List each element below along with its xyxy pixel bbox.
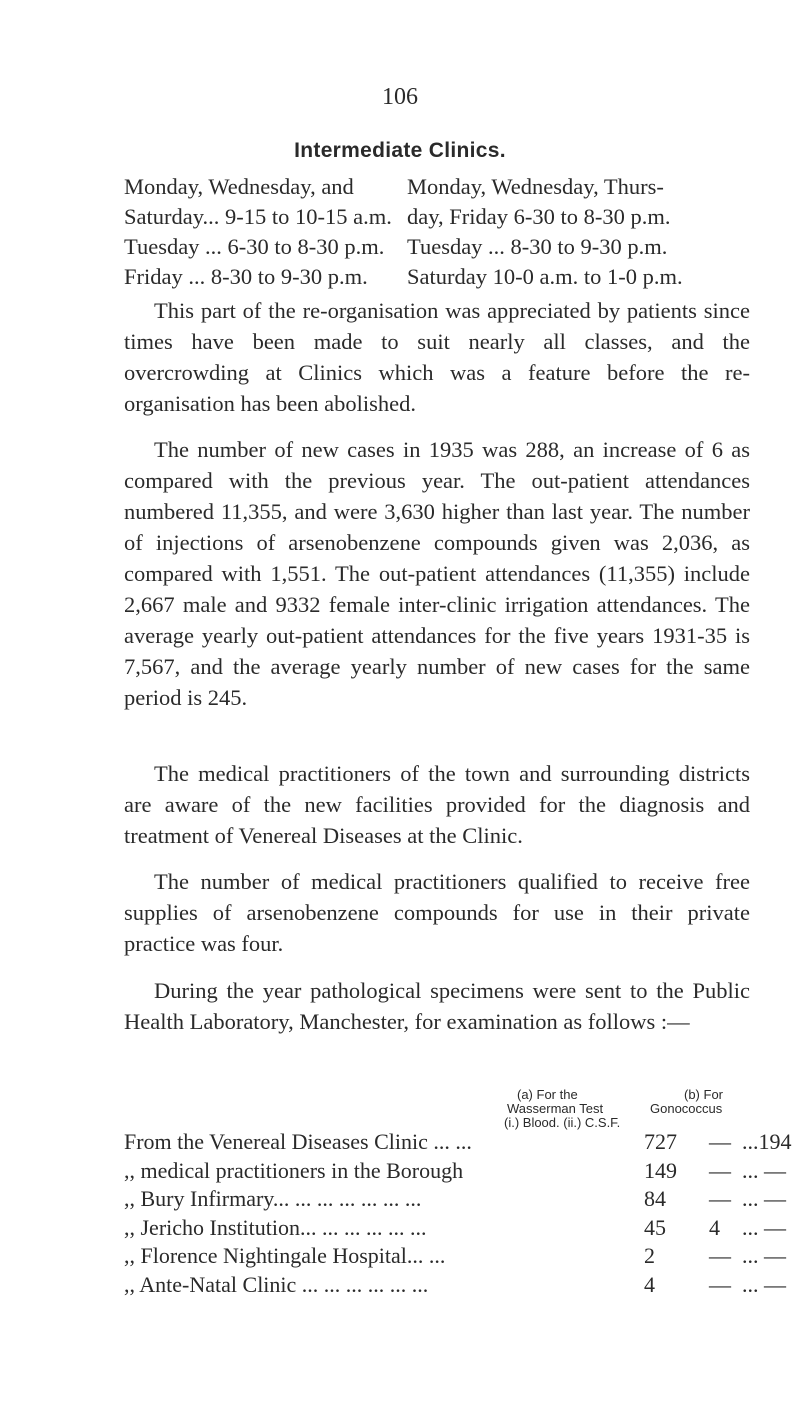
csf-count: — [709,1129,731,1154]
row-label: ,, medical practitioners in the Borough [124,1157,464,1183]
paragraph-text: The medical practitioners of the town and surrounding districts are aware of the new facilities provided for the diagnosis and treatment of Venereal Diseases at the Clinic. [124,761,750,848]
paragraph-text: The number of new cases in 1935 was 288, an increase of 6 as compared with the previous year. The out-patient attendances numbered 11,355, and were 3,630 higher than last year. The number of injections of arsenobenzene compounds given was 2,036, as compared with 1,551. The out-patient attendances (11,355) include 2,667 male and 9332 female inter-clinic irrigation attendances. The average yearly out-patient attendances for the five years 1931-35 is 7,567, and the average yearly number of new cases for the same period is 245. [124,437,750,710]
table-row [124,1214,786,1243]
csf-count: — [709,1243,731,1268]
section-heading: Intermediate Clinics. [294,139,506,162]
paragraph [124,758,750,851]
paragraph-text: During the year pathological specimens were sent to the Public Health Laboratory, Manchester, for examination as follows :— [124,978,750,1034]
paragraph [124,295,750,419]
blood-count: 727 [644,1129,677,1154]
paragraph [124,434,750,713]
gonococcus-count: ... — [742,1214,786,1240]
csf-count: — [709,1271,731,1297]
schedule-line: Friday ... 8-30 to 9-30 p.m. [124,264,368,289]
page-number: 106 [382,84,418,110]
gonococcus-count: ... — [742,1271,786,1297]
paragraph-text: This part of the re-organisation was appreciated by patients since times have been made to suit nearly all classes, and the overcrowding at Clinics which was a feature before the re-organisation has been abolished. [124,298,750,416]
csf-count: — [709,1186,731,1211]
column-b-header: (b) For [684,1087,723,1102]
blood-count: 45 [644,1214,666,1240]
schedule-line: Monday, Wednesday, Thurs- [407,174,664,199]
row-label: ,, Florence Nightingale Hospital... ... [124,1243,446,1268]
paragraph-text: The number of medical practitioners qualified to receive free supplies of arsenobenzene compounds for use in their private practice was four. [124,869,750,956]
table-row [124,1185,786,1214]
table-row [124,1242,786,1271]
schedule-right [407,172,683,292]
blood-count: 84 [644,1186,666,1211]
schedule-line: Tuesday ... 6-30 to 8-30 p.m. [124,234,385,259]
specimens-table [124,1128,792,1299]
column-b-subheader: Gonococcus [650,1101,723,1116]
gonococcus-count: ... — [742,1157,786,1183]
paragraph [124,975,750,1037]
table-row [124,1271,786,1300]
gonococcus-count: ... — [742,1186,786,1211]
column-a-header: (a) For the [517,1087,578,1102]
table-row [124,1128,792,1157]
csf-count: — [709,1157,731,1183]
column-a-subdivision: (i.) Blood. (ii.) C.S.F. [504,1115,621,1130]
paragraph [124,866,750,959]
row-label: ,, Jericho Institution... ... ... ... ... ... [124,1214,427,1240]
schedule-line: day, Friday 6-30 to 8-30 p.m. [407,204,671,229]
schedule-line: Monday, Wednesday, and [124,174,354,199]
blood-count: 149 [644,1157,677,1183]
blood-count: 4 [644,1271,655,1297]
table-row [124,1157,786,1186]
row-label: ,, Bury Infirmary... ... ... ... ... ... ... [124,1186,422,1211]
schedule-line: Tuesday ... 8-30 to 9-30 p.m. [407,234,668,259]
schedule-left [124,172,392,292]
row-label: From the Venereal Diseases Clinic ... ... [124,1129,472,1154]
row-label: ,, Ante-Natal Clinic ... ... ... ... ... ... [124,1271,429,1297]
gonococcus-count: ...194 [742,1129,792,1154]
blood-count: 2 [644,1243,655,1268]
gonococcus-count: ... — [742,1243,786,1268]
schedule-line: Saturday... 9-15 to 10-15 a.m. [124,204,392,229]
csf-count: 4 [709,1214,720,1240]
column-a-subheader: Wasserman Test [507,1101,604,1116]
schedule-line: Saturday 10-0 a.m. to 1-0 p.m. [407,264,683,289]
